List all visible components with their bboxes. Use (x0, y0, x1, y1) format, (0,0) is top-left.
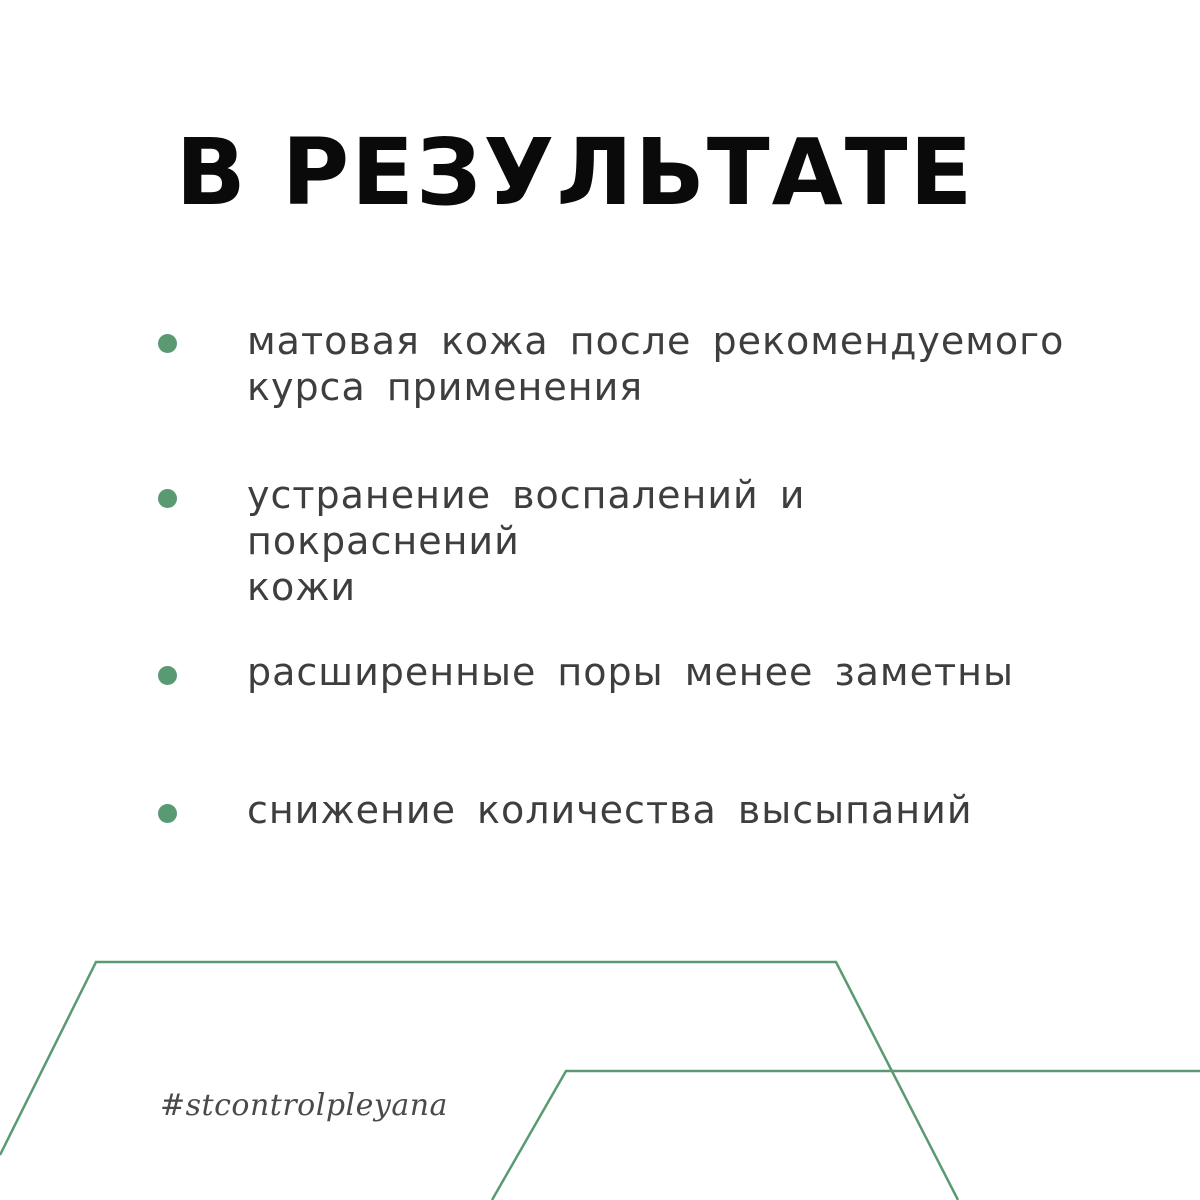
hashtag-text: #stcontrolpleyana (160, 1088, 448, 1123)
list-item-text: расширенные поры менее заметны (247, 650, 1014, 694)
page-title: В РЕЗУЛЬТАТЕ (175, 119, 975, 226)
list-item-text: снижение количества высыпаний (247, 788, 973, 832)
list-item-text: устранение воспалений и покраснений кожи (247, 473, 806, 609)
list-item-text: матовая кожа после рекомендуемого курса применения (247, 319, 1065, 409)
decorative-trapezoid-line (0, 962, 958, 1200)
decorative-trapezoid-line (492, 1071, 1200, 1200)
